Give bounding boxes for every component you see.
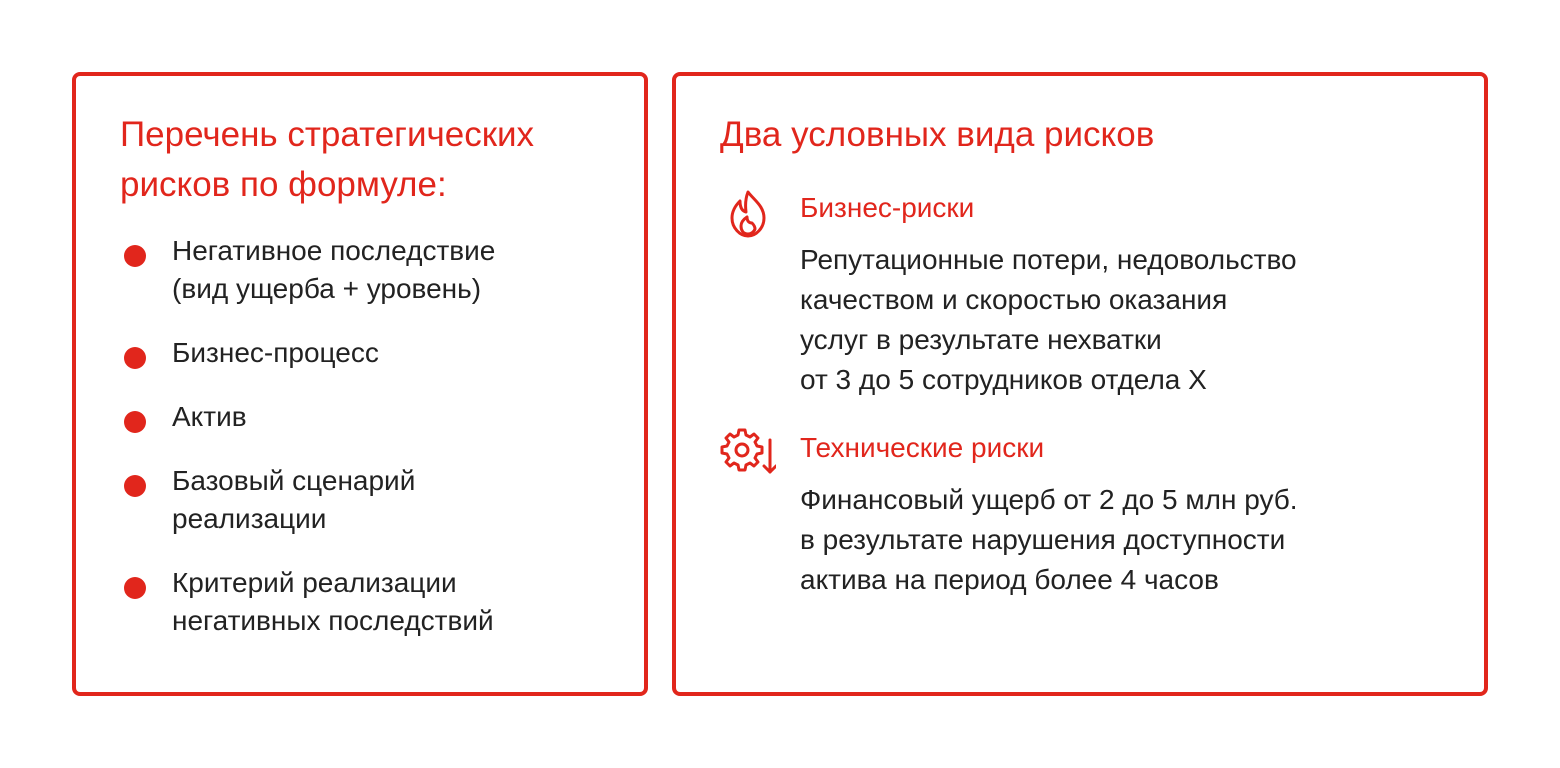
- list-item: [120, 564, 620, 640]
- list-item-line: (вид ущерба + уровень): [172, 273, 482, 304]
- description-line: Финансовый ущерб от 2 до 5 млн руб.: [800, 484, 1298, 515]
- strategic-risks-list: [120, 232, 620, 666]
- risk-types-title: Два условных вида рисков: [720, 115, 1155, 154]
- technical-risks-description: [800, 480, 1440, 600]
- bullet-dot-icon: [124, 245, 146, 267]
- description-line: качеством и скоростью оказания: [800, 284, 1228, 315]
- business-risks-heading: Бизнес-риски: [800, 192, 975, 223]
- technical-risks-heading: Технические риски: [800, 432, 1045, 463]
- bullet-dot-icon: [124, 347, 146, 369]
- list-item-line: Бизнес-процесс: [172, 337, 379, 368]
- bullet-dot-icon: [124, 577, 146, 599]
- business-risks-description: [800, 240, 1440, 400]
- list-item-line: Критерий реализации: [172, 567, 457, 598]
- list-item: [120, 334, 620, 372]
- list-item-line: реализации: [172, 503, 327, 534]
- list-item-line: Актив: [172, 401, 247, 432]
- flame-icon: [720, 186, 776, 242]
- risk-types-card: [672, 72, 1488, 696]
- description-line: от 3 до 5 сотрудников отдела X: [800, 364, 1207, 395]
- strategic-risks-card: [72, 72, 648, 696]
- list-item-line: Негативное последствие: [172, 235, 496, 266]
- description-line: актива на период более 4 часов: [800, 564, 1219, 595]
- bullet-dot-icon: [124, 411, 146, 433]
- strategic-risks-title: Перечень стратегических рисков по формуле:: [120, 115, 535, 204]
- description-line: Репутационные потери, недовольство: [800, 244, 1297, 275]
- description-line: в результате нарушения доступности: [800, 524, 1286, 555]
- description-line: услуг в результате нехватки: [800, 324, 1162, 355]
- list-item-line: Базовый сценарий: [172, 465, 416, 496]
- list-item: [120, 462, 620, 538]
- list-item-line: негативных последствий: [172, 605, 494, 636]
- gear-down-arrow-icon: [720, 426, 776, 482]
- bullet-dot-icon: [124, 475, 146, 497]
- list-item: [120, 232, 620, 308]
- list-item: [120, 398, 620, 436]
